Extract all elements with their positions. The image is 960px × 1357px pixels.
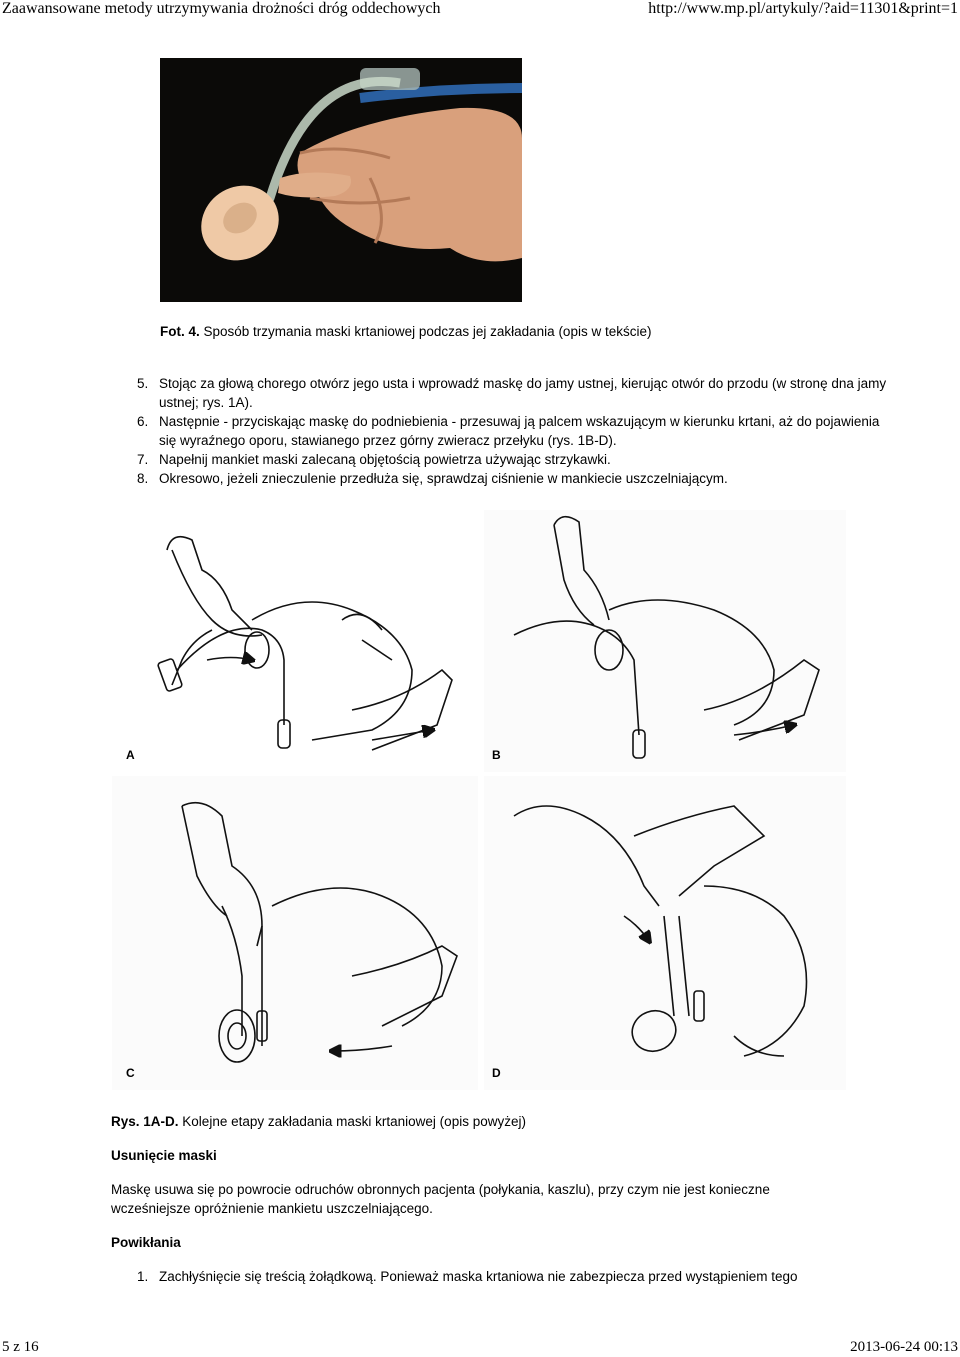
print-header <box>0 0 960 22</box>
step-number: 5. <box>137 376 149 391</box>
print-datetime: 2013-06-24 00:13 <box>850 1339 958 1355</box>
figure-panel-a <box>112 510 478 772</box>
step-number: 7. <box>137 452 149 467</box>
panel-label-d: D <box>492 1066 501 1080</box>
step-text: Okresowo, jeżeli znieczulenie przedłuża się, sprawdzaj ciśnienie w mankiecie uszczelniającym. <box>159 471 728 486</box>
list-item <box>137 412 897 450</box>
photo-caption <box>160 322 651 341</box>
list-item <box>137 450 897 469</box>
step-number: 6. <box>137 414 149 429</box>
step-number: 8. <box>137 471 149 486</box>
page-number: 5 z 16 <box>2 1339 39 1355</box>
panel-label-c: C <box>126 1066 135 1080</box>
photo-mask-holding <box>160 58 522 302</box>
complication-text: Zachłyśnięcie się treścią żołądkową. Ponieważ maska krtaniowa nie zabezpiecza przed wystąpieniem tego <box>159 1269 798 1284</box>
list-item <box>137 469 897 488</box>
removal-paragraph: Maskę usuwa się po powrocie odruchów obronnych pacjenta (połykania, kaszlu), przy czym nie jest konieczne wcześniejsze opróżnienie mankietu uszczelniającego. <box>111 1182 770 1216</box>
section-heading-complications: Powikłania <box>111 1235 181 1250</box>
figure-panel-b <box>484 510 846 772</box>
figure-caption-text: Kolejne etapy zakładania maski krtaniowej (opis powyżej) <box>182 1114 526 1129</box>
step-text: Napełnij mankiet maski zalecaną objętością powietrza używając strzykawki. <box>159 452 611 467</box>
figure-caption <box>111 1112 526 1131</box>
figure-panel-c <box>112 776 478 1090</box>
document-title: Zaawansowane metody utrzymywania drożności dróg oddechowych <box>2 0 441 17</box>
section-heading-removal: Usunięcie maski <box>111 1148 217 1163</box>
step-text: Następnie - przyciskając maskę do podniebienia - przesuwaj ją palcem wskazującym w kierunku krtani, aż do pojawienia się wyraźnego oporu, stawianego przez górny zwieracz przełyku (rys. 1B-D). <box>159 414 880 448</box>
complication-number: 1. <box>137 1269 149 1284</box>
procedure-steps <box>137 374 897 488</box>
complication-item <box>137 1267 897 1286</box>
panel-label-b: B <box>492 748 501 762</box>
page-url[interactable]: http://www.mp.pl/artykuly/?aid=11301&print=1 <box>648 0 958 17</box>
photo-caption-text: Sposób trzymania maski krtaniowej podczas jej zakładania (opis w tekście) <box>203 324 652 339</box>
photo-caption-label: Fot. 4. <box>160 324 200 339</box>
panel-label-a: A <box>126 748 135 762</box>
figure-caption-label: Rys. 1A-D. <box>111 1114 179 1129</box>
figure-panel-d <box>484 776 846 1090</box>
step-text: Stojąc za głową chorego otwórz jego usta i wprowadź maskę do jamy ustnej, kierując otwór do przodu (w stronę dna jamy ustnej; rys. 1A). <box>159 376 887 410</box>
list-item <box>137 374 897 412</box>
print-footer <box>0 1339 960 1357</box>
